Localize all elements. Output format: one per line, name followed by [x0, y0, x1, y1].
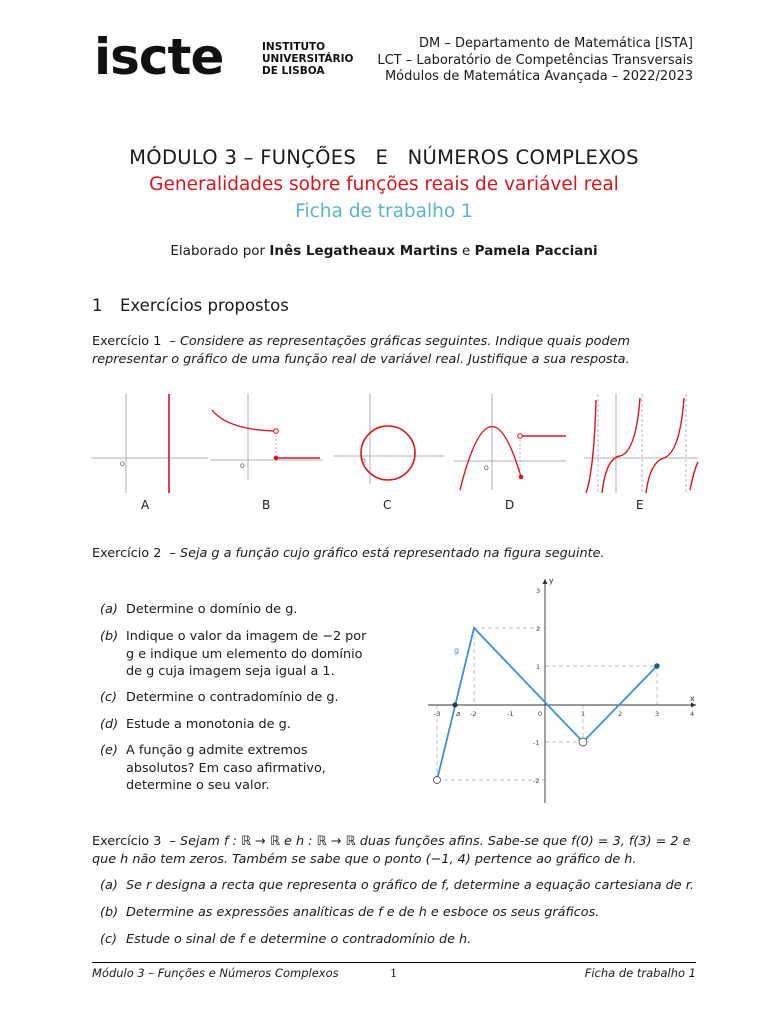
y-tick: 2 [536, 625, 541, 633]
logo-line-1: INSTITUTO [262, 41, 326, 53]
item-text: Indique o valor da imagem de −2 por g e indique um elemento do domínio de g cuja imagem seja igual a 1. [126, 629, 367, 679]
graph-label-d: D [505, 498, 515, 512]
item-label: (e) [100, 743, 118, 758]
item-label: (d) [100, 717, 119, 732]
graph-label-e: E [636, 498, 644, 512]
module-title: MÓDULO 3 – FUNÇÕES E NÚMEROS COMPLEXOS [129, 146, 639, 169]
header-line-3: Módulos de Matemática Avançada – 2022/2023 [384, 69, 693, 84]
exercise-2-text: – Seja g a função cujo gráfico está representado na figura seguinte. [169, 546, 605, 561]
zero-point-a [453, 703, 458, 708]
exercise-3-text: – Sejam f : ℝ → ℝ e h : ℝ → ℝ duas funções afins. Sabe-se que f(0) = 3, f(3) = 2 e que h não tem zeros. Também se sabe que o ponto (−1, 4) pertence ao gráfico de h. [92, 834, 691, 867]
header-line-1: DM – Departamento de Matemática [ISTA] [418, 36, 693, 51]
section-number: 1 [92, 296, 103, 315]
a-label: a [456, 710, 461, 718]
graph-a [91, 394, 208, 493]
graph-c [334, 394, 444, 484]
item-label: (a) [100, 878, 118, 893]
x-tick: 2 [618, 710, 623, 718]
graph-d-origin: O [484, 465, 489, 472]
sheet-title: Ficha de trabalho 1 [295, 201, 473, 222]
exercise-3-statement [92, 833, 696, 868]
authors-prefix: Elaborado por [170, 243, 266, 259]
exercise-2-label: Exercício 2 [92, 546, 162, 561]
footer-right: Ficha de trabalho 1 [584, 966, 696, 980]
y-tick: -1 [533, 739, 540, 747]
open-point-min [579, 738, 587, 746]
item-label: (b) [100, 629, 119, 644]
graph-c-origin: O [361, 458, 366, 465]
exercise-1-text: – Considere as representações gráficas seguintes. Indique quais podem representar o gráfico de uma função real de variável real. Justifique a sua resposta. [92, 334, 630, 367]
exercise-1-graphs [88, 390, 700, 494]
origin-label: 0 [538, 710, 543, 718]
header-info [377, 36, 693, 86]
closed-point-end [654, 663, 660, 669]
exercise-1-label: Exercício 1 [92, 334, 162, 349]
item-label: (c) [100, 932, 118, 947]
x-tick: 4 [690, 710, 695, 718]
item-text: Estude o sinal de f e determine o contradomínio de h. [126, 932, 472, 947]
graph-e [584, 394, 698, 493]
graph-a-origin: O [120, 461, 125, 468]
y-tick: 1 [536, 663, 541, 671]
item-text: A função g admite extremos absolutos? Em caso afirmativo, determine o seu valor. [126, 743, 326, 793]
y-axis-label: y [549, 576, 554, 585]
graph-label-b: B [262, 498, 271, 512]
logo-wordmark: iscte [94, 28, 224, 86]
exercise-2-graph [418, 575, 700, 805]
item-label: (a) [100, 602, 118, 617]
item-label: (b) [100, 905, 119, 920]
logo-institution [262, 41, 353, 77]
logo-line-2: UNIVERSITÁRIO [262, 53, 354, 65]
footer-left: Módulo 3 – Funções e Números Complexos [92, 966, 339, 980]
function-label: g [454, 646, 460, 655]
exercise-2-statement [92, 545, 696, 563]
exercise-1-statement [92, 333, 696, 368]
item-text: Determine o contradomínio de g. [126, 690, 339, 705]
x-tick: 1 [581, 710, 586, 718]
authors-line [0, 243, 768, 259]
subtitle: Generalidades sobre funções reais de variável real [149, 174, 619, 195]
x-tick: 3 [655, 710, 660, 718]
section-heading [92, 296, 289, 315]
y-tick: -2 [533, 777, 540, 785]
x-tick: -3 [434, 710, 441, 718]
author-2: Pamela Pacciani [474, 243, 598, 259]
item-text: Se r designa a recta que representa o gráfico de f, determine a equação cartesiana de r. [126, 878, 694, 893]
item-text: Determine as expressões analíticas de f e de h e esboce os seus gráficos. [126, 905, 600, 920]
graph-b [210, 394, 322, 480]
graph-d [454, 394, 566, 490]
open-point-start [434, 777, 441, 784]
logo-line-3: DE LISBOA [262, 65, 325, 77]
authors-conj: e [462, 243, 471, 259]
header-line-2: LCT – Laboratório de Competências Transversais [377, 52, 693, 68]
item-text: Determine o domínio de g. [126, 602, 298, 617]
x-tick: -1 [507, 710, 514, 718]
graph-label-c: C [383, 498, 392, 512]
footer-page-number: 1 [390, 966, 398, 980]
footer-rule [92, 962, 696, 963]
author-1: Inês Legatheaux Martins [269, 243, 458, 259]
y-tick: 3 [536, 587, 541, 595]
item-text: Estude a monotonia de g. [126, 717, 291, 732]
x-tick: -2 [470, 710, 477, 718]
x-axis-label: x [690, 694, 695, 703]
graph-b-origin: O [240, 463, 245, 470]
exercise-3-label: Exercício 3 [92, 834, 162, 849]
graph-label-a: A [141, 498, 150, 512]
section-title: Exercícios propostos [120, 296, 289, 315]
g-graph-line [437, 628, 660, 780]
item-label: (c) [100, 690, 118, 705]
